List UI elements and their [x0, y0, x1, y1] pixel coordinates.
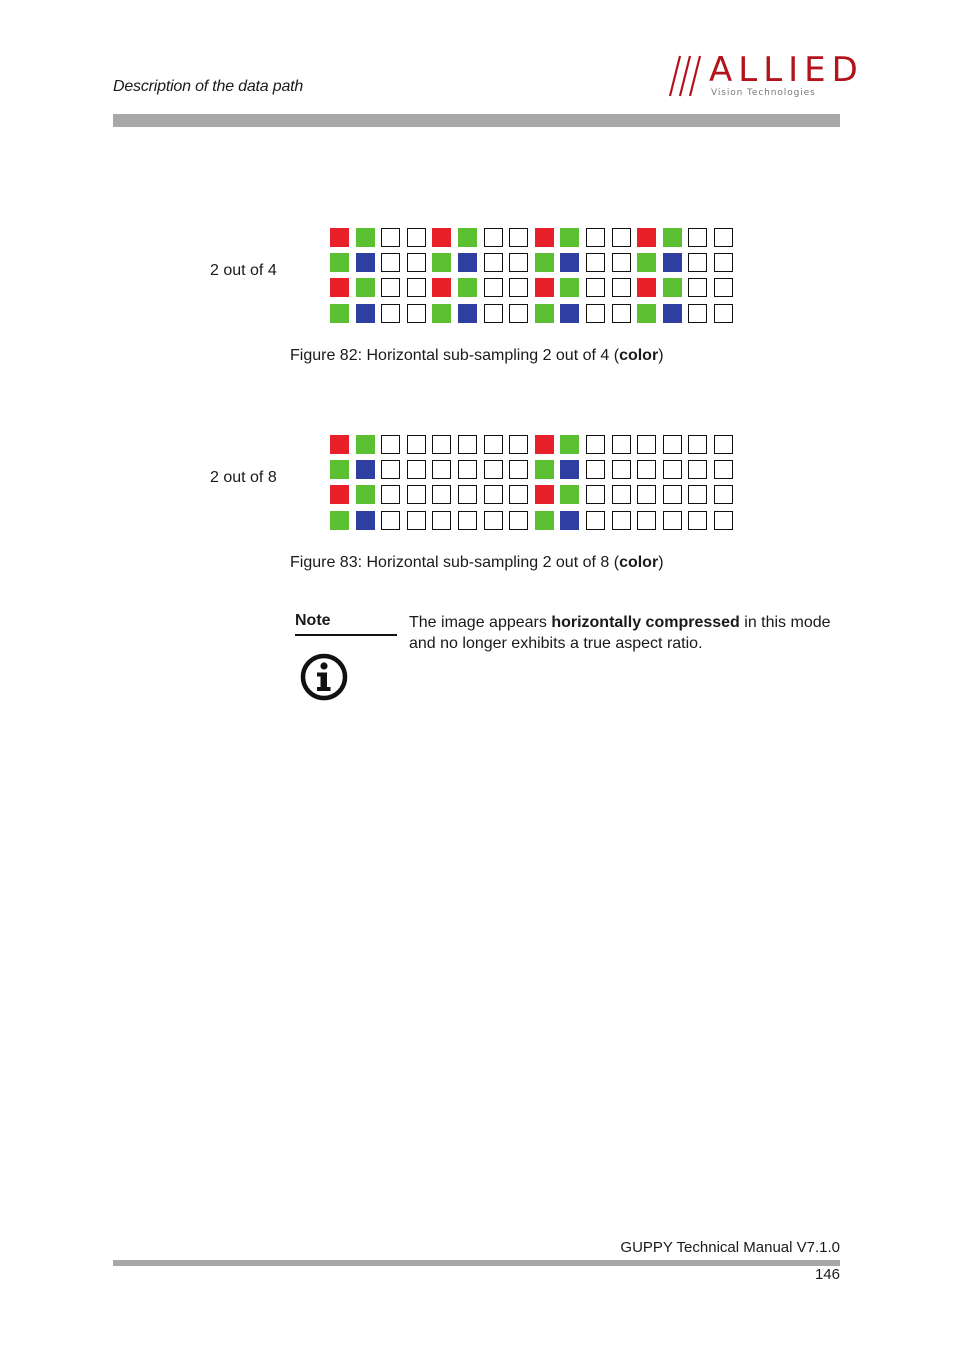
pixel-empty — [637, 435, 656, 454]
pixel-empty — [484, 435, 503, 454]
logo-tagline: Vision Technologies — [711, 88, 816, 98]
pixel-green — [560, 278, 579, 297]
pixel-empty — [458, 485, 477, 504]
pixel-empty — [509, 253, 528, 272]
pixel-empty — [612, 228, 631, 247]
pixel-empty — [381, 253, 400, 272]
pixel-red — [535, 435, 554, 454]
pixel-empty — [509, 460, 528, 479]
pixel-green — [458, 228, 477, 247]
pixel-red — [535, 278, 554, 297]
figure-83-label: 2 out of 8 — [210, 469, 277, 486]
pixel-empty — [381, 511, 400, 530]
pixel-empty — [663, 460, 682, 479]
pixel-empty — [663, 511, 682, 530]
page-header-title: Description of the data path — [113, 78, 304, 95]
pixel-blue — [560, 304, 579, 323]
pixel-empty — [381, 228, 400, 247]
pixel-green — [330, 460, 349, 479]
pixel-empty — [688, 460, 707, 479]
pixel-empty — [688, 228, 707, 247]
pixel-empty — [714, 253, 733, 272]
pixel-empty — [381, 435, 400, 454]
note-label: Note — [295, 612, 331, 629]
note-underline — [295, 634, 397, 636]
pixel-empty — [586, 435, 605, 454]
pixel-green — [535, 460, 554, 479]
pixel-empty — [381, 460, 400, 479]
pixel-red — [432, 278, 451, 297]
info-icon — [300, 653, 348, 701]
pixel-empty — [586, 485, 605, 504]
pixel-red — [330, 485, 349, 504]
pixel-empty — [637, 485, 656, 504]
pixel-green — [356, 278, 375, 297]
pixel-empty — [688, 278, 707, 297]
pixel-empty — [714, 460, 733, 479]
figure-82-label: 2 out of 4 — [210, 262, 277, 279]
pixel-blue — [663, 253, 682, 272]
pixel-blue — [560, 511, 579, 530]
pixel-green — [535, 304, 554, 323]
pixel-blue — [356, 460, 375, 479]
pixel-empty — [612, 435, 631, 454]
pixel-empty — [612, 511, 631, 530]
pixel-empty — [714, 228, 733, 247]
pixel-red — [330, 278, 349, 297]
pixel-green — [432, 304, 451, 323]
pixel-empty — [714, 511, 733, 530]
pixel-empty — [586, 278, 605, 297]
allied-logo — [668, 50, 864, 100]
pixel-empty — [714, 304, 733, 323]
figure-83-caption: Figure 83: Horizontal sub-sampling 2 out of 8 (color) — [290, 554, 664, 571]
pixel-red — [432, 228, 451, 247]
pixel-empty — [484, 460, 503, 479]
pixel-blue — [458, 304, 477, 323]
pixel-empty — [714, 435, 733, 454]
figure-83-pixel-grid — [330, 435, 733, 530]
pixel-blue — [356, 511, 375, 530]
pixel-empty — [714, 485, 733, 504]
header-rule — [113, 114, 840, 127]
pixel-green — [637, 304, 656, 323]
pixel-empty — [407, 228, 426, 247]
pixel-red — [637, 278, 656, 297]
pixel-blue — [356, 253, 375, 272]
pixel-empty — [586, 253, 605, 272]
pixel-empty — [407, 435, 426, 454]
pixel-empty — [381, 278, 400, 297]
pixel-empty — [586, 304, 605, 323]
pixel-empty — [509, 511, 528, 530]
pixel-red — [535, 228, 554, 247]
pixel-green — [535, 511, 554, 530]
pixel-empty — [509, 304, 528, 323]
pixel-empty — [612, 460, 631, 479]
pixel-empty — [586, 460, 605, 479]
pixel-empty — [509, 278, 528, 297]
pixel-empty — [509, 435, 528, 454]
page-number: 146 — [814, 1266, 840, 1283]
pixel-empty — [586, 228, 605, 247]
pixel-empty — [688, 304, 707, 323]
pixel-empty — [407, 253, 426, 272]
pixel-empty — [381, 485, 400, 504]
footer-document-title: GUPPY Technical Manual V7.1.0 — [620, 1239, 840, 1256]
pixel-green — [637, 253, 656, 272]
figure-82-pixel-grid — [330, 228, 733, 323]
pixel-green — [432, 253, 451, 272]
pixel-empty — [407, 511, 426, 530]
pixel-green — [663, 228, 682, 247]
pixel-green — [330, 253, 349, 272]
pixel-blue — [663, 304, 682, 323]
pixel-green — [330, 511, 349, 530]
pixel-red — [330, 228, 349, 247]
pixel-empty — [612, 253, 631, 272]
pixel-empty — [484, 511, 503, 530]
logo-slashes-icon — [668, 54, 706, 98]
pixel-red — [535, 485, 554, 504]
pixel-empty — [688, 485, 707, 504]
pixel-green — [560, 228, 579, 247]
pixel-empty — [663, 435, 682, 454]
pixel-empty — [432, 460, 451, 479]
pixel-empty — [509, 228, 528, 247]
pixel-empty — [688, 435, 707, 454]
pixel-green — [356, 435, 375, 454]
pixel-empty — [407, 304, 426, 323]
pixel-empty — [407, 460, 426, 479]
pixel-empty — [458, 460, 477, 479]
pixel-empty — [484, 485, 503, 504]
pixel-empty — [484, 253, 503, 272]
pixel-empty — [509, 485, 528, 504]
pixel-empty — [637, 511, 656, 530]
pixel-empty — [663, 485, 682, 504]
pixel-blue — [356, 304, 375, 323]
pixel-green — [356, 485, 375, 504]
pixel-empty — [432, 485, 451, 504]
pixel-empty — [637, 460, 656, 479]
figure-82-caption: Figure 82: Horizontal sub-sampling 2 out of 4 (color) — [290, 347, 664, 364]
pixel-empty — [612, 278, 631, 297]
pixel-empty — [432, 511, 451, 530]
pixel-blue — [458, 253, 477, 272]
pixel-blue — [560, 460, 579, 479]
pixel-green — [356, 228, 375, 247]
logo-brand: ALLIED — [709, 50, 864, 90]
pixel-empty — [484, 228, 503, 247]
pixel-empty — [432, 435, 451, 454]
pixel-empty — [407, 485, 426, 504]
pixel-empty — [484, 278, 503, 297]
pixel-blue — [560, 253, 579, 272]
pixel-empty — [381, 304, 400, 323]
pixel-empty — [612, 304, 631, 323]
pixel-empty — [484, 304, 503, 323]
pixel-empty — [586, 511, 605, 530]
pixel-empty — [458, 435, 477, 454]
pixel-green — [560, 435, 579, 454]
pixel-green — [330, 304, 349, 323]
note-text: The image appears horizontally compressed in this mode and no longer exhibits a true aspect ratio. — [409, 614, 831, 652]
footer-rule — [113, 1260, 840, 1266]
pixel-green — [663, 278, 682, 297]
pixel-empty — [688, 511, 707, 530]
pixel-red — [330, 435, 349, 454]
pixel-empty — [612, 485, 631, 504]
pixel-empty — [688, 253, 707, 272]
pixel-empty — [407, 278, 426, 297]
pixel-green — [458, 278, 477, 297]
pixel-empty — [458, 511, 477, 530]
pixel-green — [560, 485, 579, 504]
pixel-red — [637, 228, 656, 247]
pixel-green — [535, 253, 554, 272]
pixel-empty — [714, 278, 733, 297]
